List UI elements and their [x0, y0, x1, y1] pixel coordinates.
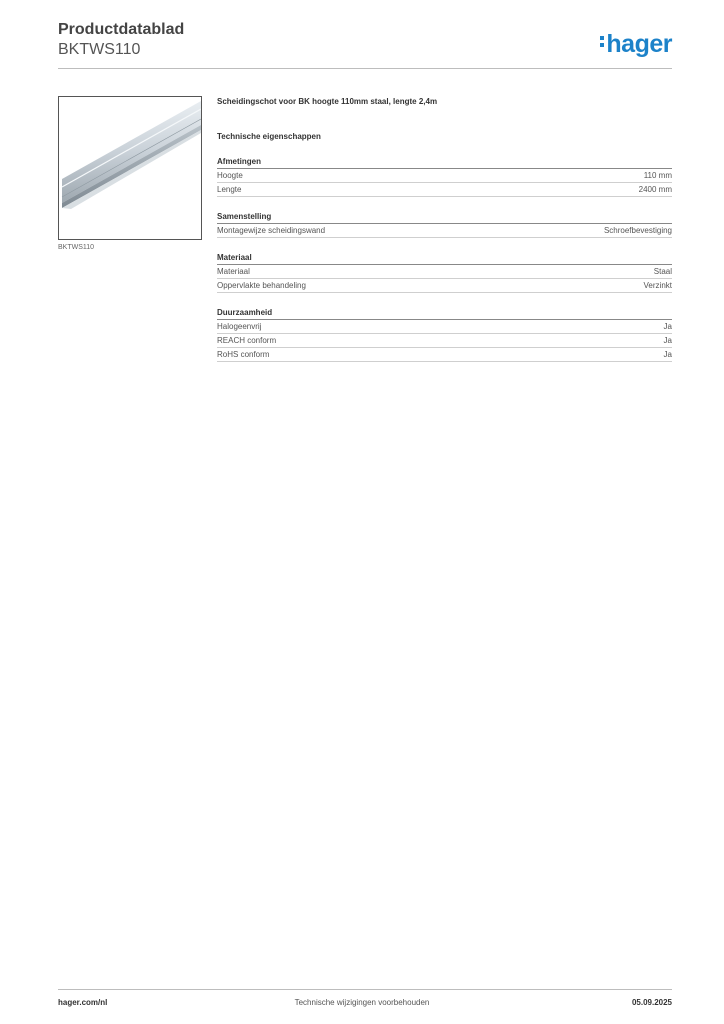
section-materiaal: [217, 252, 672, 293]
property-label: Montagewijze scheidingswand: [217, 226, 326, 235]
header-divider: [58, 68, 672, 69]
footer-disclaimer: Technische wijzigingen voorbehouden: [294, 998, 430, 1007]
section-duurzaamheid: [217, 307, 672, 362]
section-afmetingen: [217, 156, 672, 197]
property-row: [217, 348, 672, 362]
logo-text: hager: [606, 30, 672, 58]
logo-dots-icon: [600, 33, 605, 50]
property-value: Ja: [663, 336, 672, 345]
section-title: Duurzaamheid: [217, 307, 672, 320]
property-row: [217, 279, 672, 293]
property-label: Oppervlakte behandeling: [217, 281, 306, 290]
property-row: [217, 224, 672, 238]
section-title: Samenstelling: [217, 211, 672, 224]
property-label: Hoogte: [217, 171, 243, 180]
footer-divider: [58, 989, 672, 990]
property-value: Ja: [663, 350, 672, 359]
product-code: BKTWS110: [58, 41, 141, 58]
section-title: Afmetingen: [217, 156, 672, 169]
property-value: Verzinkt: [643, 281, 672, 290]
property-label: Materiaal: [217, 267, 250, 276]
section-samenstelling: [217, 211, 672, 238]
property-value: 110 mm: [643, 171, 672, 180]
product-details: [217, 96, 672, 362]
hager-logo: [600, 30, 672, 59]
property-value: 2400 mm: [638, 185, 672, 194]
property-row: [217, 265, 672, 279]
property-label: RoHS conform: [217, 350, 270, 359]
property-label: Lengte: [217, 185, 242, 194]
property-row: [217, 169, 672, 183]
property-value: Staal: [653, 267, 672, 276]
technical-properties-heading: Technische eigenschappen: [217, 132, 321, 141]
product-description: Scheidingschot voor BK hoogte 110mm staal, lengte 2,4m: [217, 97, 438, 106]
property-row: [217, 320, 672, 334]
footer-date: 05.09.2025: [631, 998, 672, 1007]
property-label: Halogeenvrij: [217, 322, 262, 331]
page-header: [58, 20, 672, 60]
property-row: [217, 334, 672, 348]
property-value: Schroefbevestiging: [603, 226, 672, 235]
section-title: Materiaal: [217, 252, 672, 265]
property-label: REACH conform: [217, 336, 277, 345]
image-caption: BKTWS110: [58, 244, 95, 251]
footer-website-link[interactable]: hager.com/nl: [58, 998, 108, 1007]
product-image: [58, 96, 202, 240]
document-title: Productdatablad: [58, 21, 185, 38]
steel-divider-illustration: [59, 97, 201, 239]
property-row: [217, 183, 672, 197]
property-value: Ja: [663, 322, 672, 331]
